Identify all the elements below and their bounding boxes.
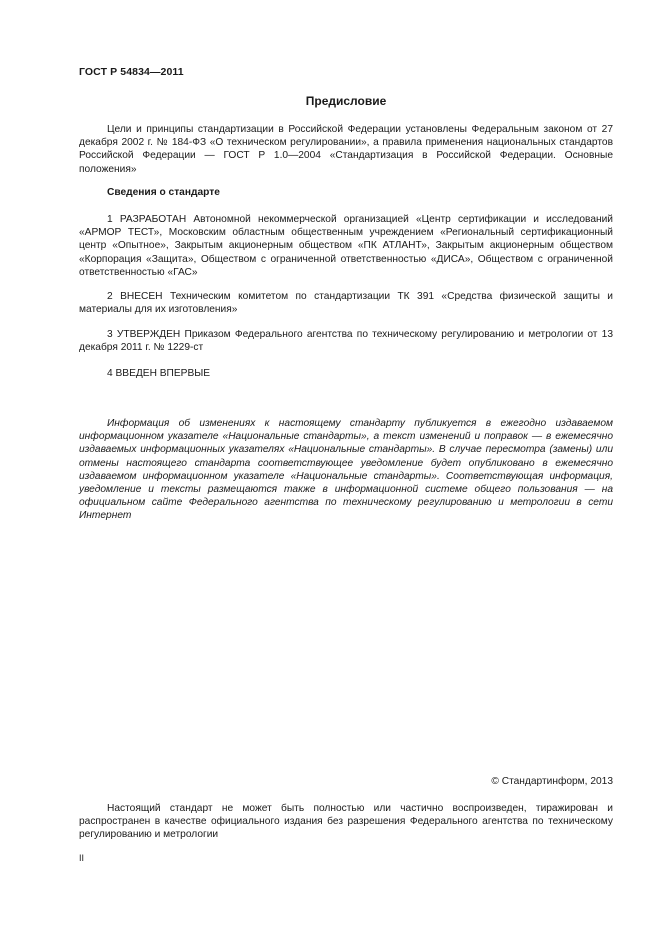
item-developed: 1 РАЗРАБОТАН Автономной некоммерческой организацией «Центр сертификации и исследований «АРМОР ТЕСТ», Московским областным общественным учреждением «Региональный сертификационный центр «Опытное», Закрытым акционерным обществом «ПК АТЛАНТ», Закрытым акционерным обществом «Корпорация «Защита», Обществом с ограниченной ответственностью «ДИСА», Обществом с ограниченной ответственностью «ГАС» xyxy=(79,214,613,278)
section-title: Предисловие xyxy=(305,94,387,108)
info-note-paragraph: Информация об изменениях к настоящему стандарту публикуется в ежегодно издаваемом информационном указателе «Национальные стандарты», а текст изменений и поправок — в ежемесячно издаваемых информационных указателях «Национальные стандарты». В случае пересмотра (замены) или отмены настоящего стандарта соответствующее уведомление будет опубликовано в ежемесячно издаваемом информационном указателе «Национальные стандарты». Соответствующая информация, уведомление и тексты размещаются также в информационной системе общего пользования — на официальном сайте Федерального агентства по техническому регулированию и метрологии в сети Интернет xyxy=(79,418,613,522)
page-number: II xyxy=(79,853,85,863)
standard-info-heading: Сведения о стандарте xyxy=(107,187,220,198)
document-header: ГОСТ Р 54834—2011 xyxy=(79,66,184,78)
item-submitted: 2 ВНЕСЕН Техническим комитетом по стандартизации ТК 391 «Средства физической защиты и материалы для их изготовления» xyxy=(79,291,613,316)
item-approved: 3 УТВЕРЖДЕН Приказом Федерального агентства по техническому регулированию и метрологии от 13 декабря 2011 г. № 1229-ст xyxy=(79,329,613,354)
reproduction-notice: Настоящий стандарт не может быть полностью или частично воспроизведен, тиражирован и распространен в качестве официального издания без разрешения Федерального агентства по техническому регулированию и метрологии xyxy=(79,803,613,841)
copyright-notice: © Стандартинформ, 2013 xyxy=(491,776,613,787)
item-introduced: 4 ВВЕДЕН ВПЕРВЫЕ xyxy=(107,368,211,379)
intro-paragraph: Цели и принципы стандартизации в Российской Федерации установлены Федеральным законом от 27 декабря 2002 г. № 184-ФЗ «О техническом регулировании», а правила применения национальных стандартов Российской Федерации — ГОСТ Р 1.0—2004 «Стандартизация в Российской Федерации. Основные положения» xyxy=(79,124,613,175)
